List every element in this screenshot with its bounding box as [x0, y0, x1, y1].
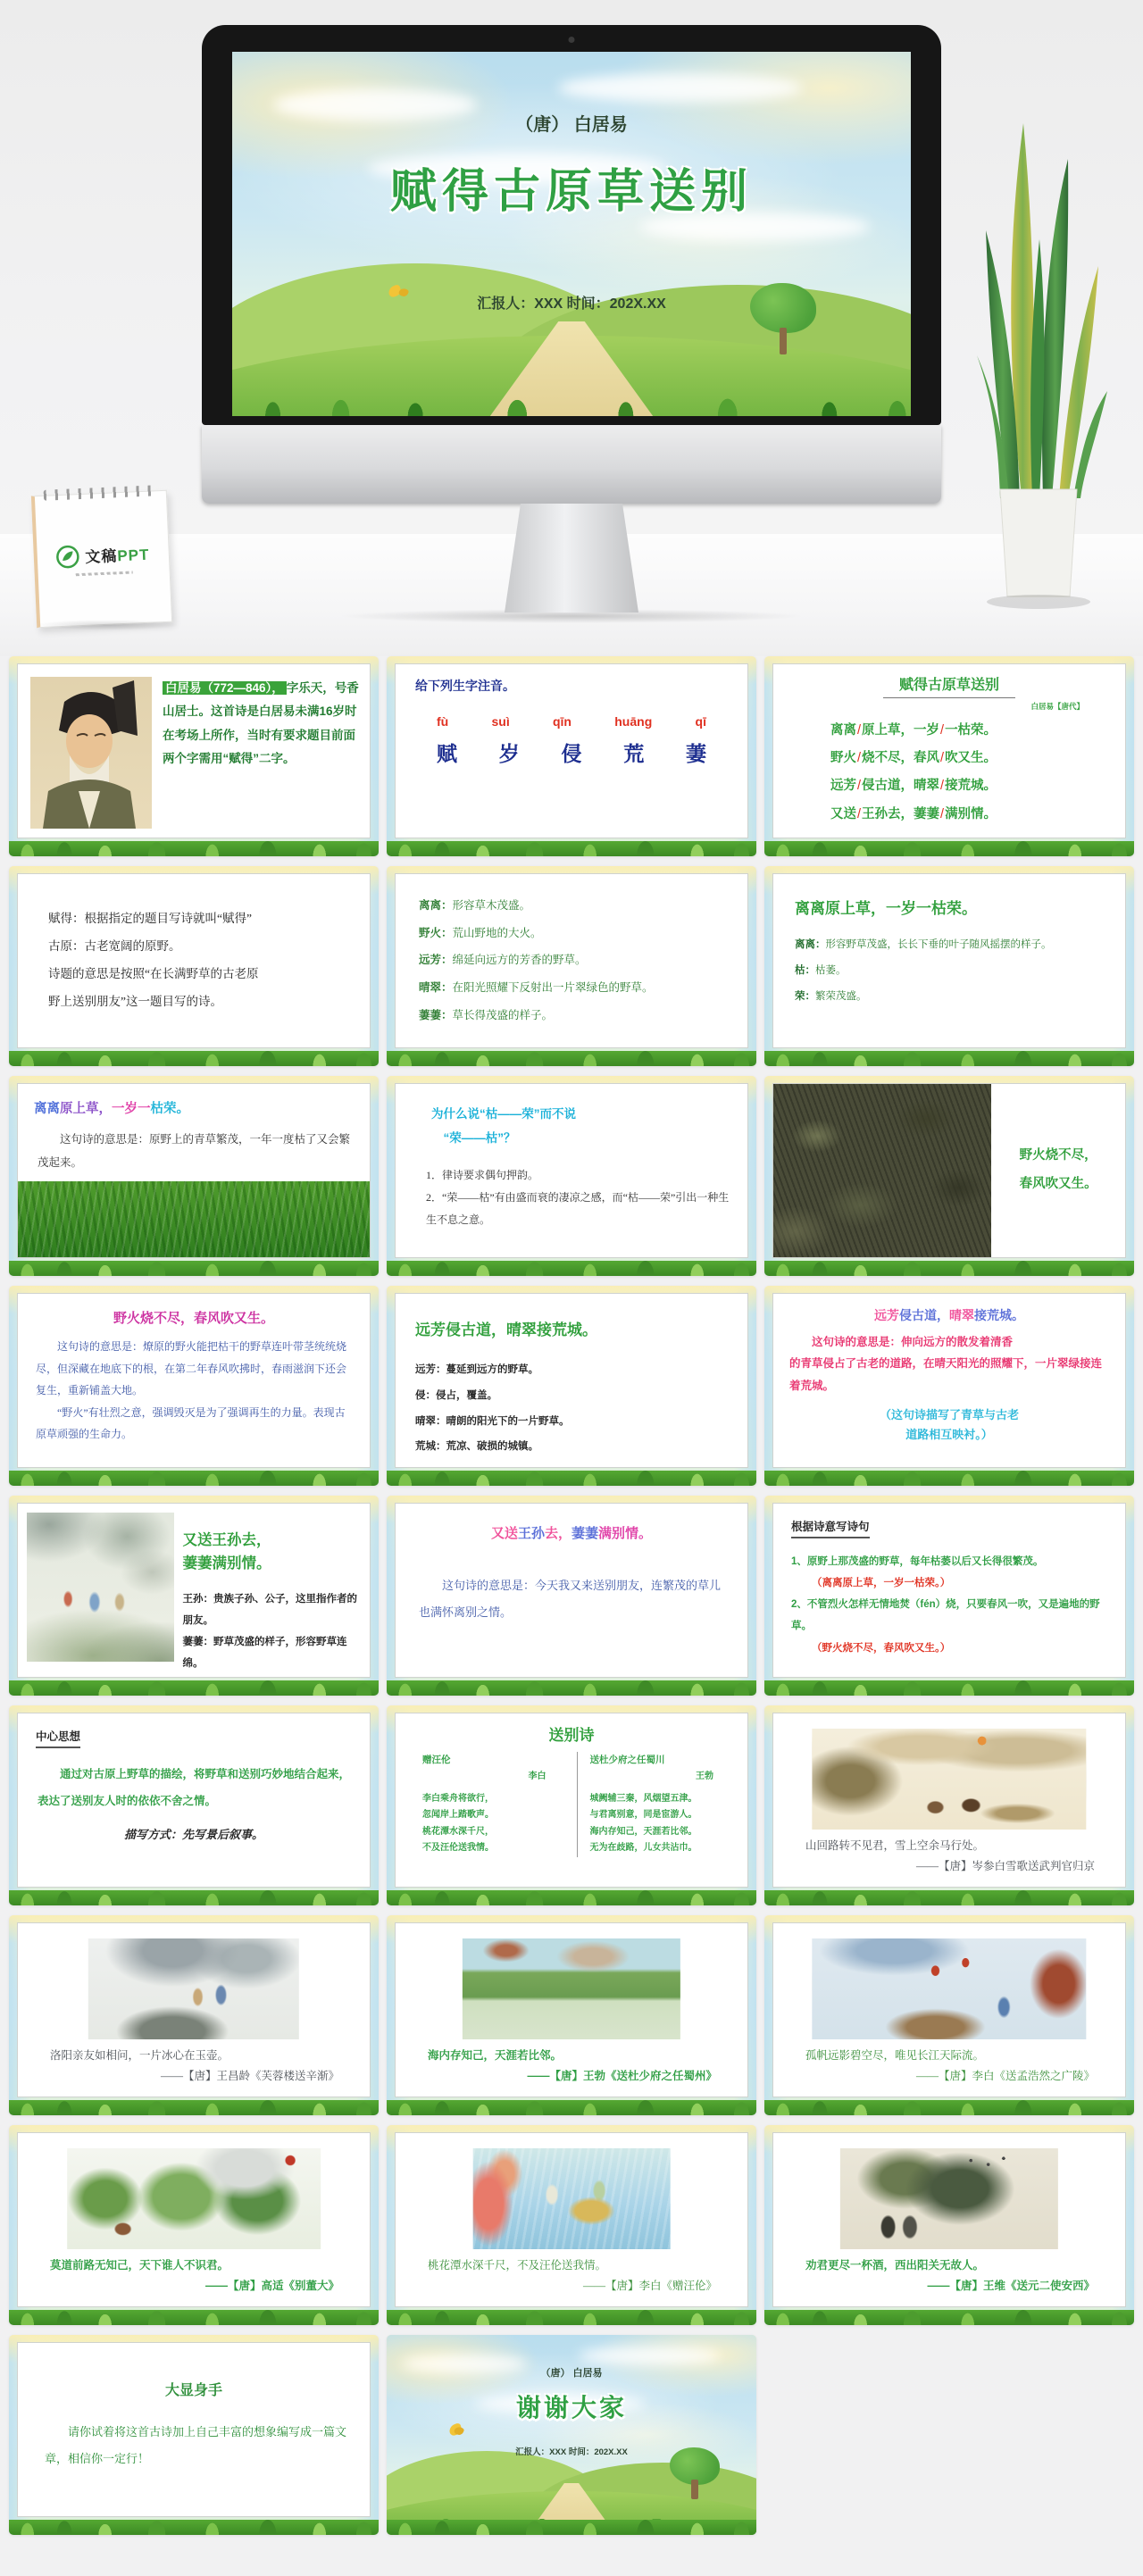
snow-farewell-painting	[812, 1729, 1086, 1830]
line4-meaning-title: 又送王孙去，萋萋满别情。	[490, 1526, 653, 1541]
poem-column-dushaofu: 送杜少府之任蜀川 王勃 城阙辅三秦，风烟望五津。 与君离别意，同是宦游人。 海内存知己，天涯若比邻。 无为在歧路，儿女共沾巾。	[589, 1755, 713, 1854]
slide-kurong-question	[387, 1076, 756, 1276]
quote-caption: 桃花潭水深千尺，不及汪伦送我情。 ——【唐】李白《赠汪伦》	[428, 2258, 717, 2293]
farewell-ink-painting	[27, 1513, 174, 1662]
line3-title: 远芳侵古道，晴翠接荒城。	[415, 1321, 597, 1338]
pinyin-row: fù suì qīn huāng qī	[437, 714, 706, 729]
slide-quote-wangbo	[387, 1915, 756, 2115]
thanks-slide-scene	[387, 2335, 756, 2535]
webcam-dot-icon	[569, 37, 575, 43]
line3-meaning-note: （这句诗描写了青草与古老 道路相互映衬。）	[879, 1408, 1019, 1442]
exercise-header: 根据诗意写诗句	[773, 1504, 1125, 1538]
definition-row: 荒城：荒凉、破损的城镇。	[415, 1441, 538, 1453]
definition-row: 侵：侵占，覆盖。	[415, 1389, 497, 1401]
calendar-shadow	[36, 620, 179, 630]
definition-row: 离离：形容野草茂盛，长长下垂的叶子随风摇摆的样子。	[795, 939, 1052, 950]
title-slide-scene	[232, 52, 911, 416]
thanks-title: 谢谢大家	[515, 2393, 627, 2423]
definition-row: 远芳：蔓延到远方的野草。	[415, 1364, 538, 1375]
practice-body: 请你试着将这首古诗加上自己丰富的想象编写成一篇文章，相信你一定行！	[45, 2425, 347, 2465]
poem-title: 赋得古原草送别	[883, 673, 1015, 698]
bio-highlight: 白居易（772—846），	[163, 681, 287, 695]
grass-foreground	[232, 387, 911, 416]
willow-rider-painting	[67, 2148, 321, 2249]
slide-line3-meaning	[764, 1286, 1134, 1486]
line2-meaning-body: 这句诗的意思是：燎原的野火能把枯干的野草连叶带茎统统烧尽，但深藏在地底下的根，在第二年春风吹拂时，春雨滋润下还会复生，重新铺盖大地。 “野火”有壮烈之意，强调毁灭是为了强调再生的力量。表现古原草顽强的生命力。	[36, 1340, 347, 1441]
line4-definition-list	[183, 1588, 361, 1675]
poem-author: 白居易【唐代】	[1030, 702, 1084, 711]
line1-meaning-body: 这句诗的意思是：原野上的青草繁茂，一年一度枯了又会繁茂起来。	[38, 1133, 351, 1170]
character-row: 赋 岁 侵 荒 萋	[437, 742, 706, 765]
definition-row: 野火：荒山野地的大火。	[419, 926, 542, 939]
author-bio-text: 白居易（772—846）， 字乐天，号香山居士。这首诗是白居易未满16岁时在考场上所作，当时有要求题目前面两个字需用“赋得”二字。	[163, 681, 359, 765]
baijuyi-portrait	[30, 675, 152, 830]
cloud-shape	[579, 2347, 719, 2364]
slide-farewell-poems	[387, 1705, 756, 1905]
line3-meaning-body: 这句诗的意思是：伸向远方的散发着清香 的青草侵占了古老的道路，在晴天阳光的照耀下，一片翠绿接连着荒城。	[789, 1336, 1103, 1392]
brand-logo-text: 文稿PPT	[84, 546, 150, 566]
slide-author-line: （唐） 白居易	[515, 115, 628, 136]
slide-quote-censhen	[764, 1705, 1134, 1905]
definition-row: 萋萋：草长得茂盛的样子。	[419, 1008, 554, 1021]
definition-row: 荣：繁荣茂盛。	[795, 990, 867, 1002]
line3-definition-list	[396, 1339, 747, 1460]
furong-tower-painting	[88, 1938, 299, 2039]
slide-line1-definitions	[764, 866, 1134, 1066]
kurong-question-title: 为什么说“枯——荣”而不说 “荣——枯”？	[431, 1107, 576, 1145]
quote-caption: 孤帆远影碧空尽，唯见长江天际流。 ——【唐】李白《送孟浩然之广陵》	[805, 2048, 1095, 2083]
quote-caption: 莫道前路无知己，天下谁人不识君。 ——【唐】高适《别董大》	[50, 2258, 339, 2293]
harbor-willow-painting	[463, 1938, 680, 2039]
quote-caption: 劝君更尽一杯酒，西出阳关无故人。 ——【唐】王维《送元二使安西》	[805, 2258, 1095, 2293]
monitor-bezel	[202, 25, 941, 425]
yangguan-willow-painting	[840, 2148, 1058, 2249]
brand-calendar-card	[31, 490, 172, 628]
cloud-shape	[558, 73, 803, 103]
slide-line1-meaning	[9, 1076, 379, 1276]
burnt-grass-photo	[773, 1084, 991, 1257]
desk-mockup-hero	[0, 0, 1143, 656]
slide-author-line: （唐） 白居易	[540, 2367, 603, 2379]
poem-line: 远芳/侵古道，晴翠/接荒城。	[830, 779, 997, 794]
line1-definition-list	[773, 918, 1125, 1009]
brand-leaf-logo-icon	[56, 545, 80, 569]
slide-write-verse-exercise	[764, 1496, 1134, 1696]
potted-snake-plant	[950, 105, 1120, 619]
lone-sail-painting	[812, 1938, 1086, 2039]
slide-reporter-line: 汇报人：XXX 时间：202X.XX	[477, 296, 666, 313]
slide-line4-meaning	[387, 1496, 756, 1696]
central-idea-header: 中心思想	[18, 1713, 370, 1748]
poem-body	[773, 712, 1125, 829]
monitor-stand	[505, 504, 638, 613]
quote-caption: 海内存知己，天涯若比邻。 ——【唐】王勃《送杜少府之任蜀州》	[428, 2048, 717, 2083]
calendar-spiral-binding	[44, 485, 157, 501]
exercise-body: 1、原野上那茂盛的野草，每年枯萎以后又长得很繁茂。 （离离原上草，一岁一枯荣。） 2、不管烈火怎样无情地焚（fén）烧，只要春风一吹，又是遍地的野草。 （野火烧不尽，春风吹又生。）	[791, 1556, 1100, 1654]
slide-quote-wangchangling	[9, 1915, 379, 2115]
monitor-screen	[232, 52, 911, 416]
line2-photo-caption: 野火烧不尽， 春风吹又生。	[1019, 1148, 1097, 1191]
slide-line3-definitions	[387, 1286, 756, 1486]
line3-meaning-title: 远芳侵古道，晴翠接荒城。	[874, 1308, 1024, 1322]
slide-pinyin-practice	[387, 656, 756, 856]
definition-row: 萋萋：野草茂盛的样子，形容野草连绵。	[182, 1637, 347, 1670]
line1-meaning-title: 离离原上草，一岁一枯荣。	[34, 1102, 189, 1116]
slide-central-idea	[9, 1705, 379, 1905]
line4-title: 又送王孙去， 萋萋满别情。	[182, 1532, 271, 1572]
slide-word-definitions	[387, 866, 756, 1066]
central-idea-body: 通过对古原上野草的描绘，将野草和送别巧妙地结合起来，表达了送别友人时的依依不舍之情。	[38, 1768, 351, 1807]
definition-row: 枯：枯萎。	[795, 964, 847, 976]
slide-author-intro	[9, 656, 379, 856]
poem-column-zengwanglun: 赠汪伦 李白 李白乘舟将欲行， 忽闻岸上踏歌声。 桃花潭水深千尺， 不及汪伦送我情。	[408, 1752, 578, 1857]
monitor-chin	[202, 425, 941, 504]
slide-quote-libai-sail	[764, 1915, 1134, 2115]
slide-thumbnail-grid	[0, 656, 1143, 2535]
farewell-poems-title: 送别诗	[548, 1727, 595, 1744]
kurong-answer-list: 1．律诗要求偶句押韵。 2．“荣——枯”有由盛而衰的凄凉之感，而“枯——荣”引出一种生生不息之意。	[426, 1169, 730, 1227]
grass-photo	[18, 1181, 370, 1257]
definition-row: 晴翠：晴朗的阳光下的一片野草。	[415, 1415, 570, 1427]
line2-meaning-title: 野火烧不尽，春风吹又生。	[113, 1311, 274, 1326]
monitor-mockup	[202, 25, 941, 623]
line4-meaning-body: 这句诗的意思是：今天我又来送别朋友，连繁茂的草儿也满怀离别之情。	[419, 1579, 722, 1619]
line1-title: 离离原上草，一岁一枯荣。	[795, 900, 977, 917]
definition-row: 晴翠：在阳光照耀下反射出一片翠绿色的野草。	[419, 980, 654, 994]
central-idea-note: 描写方式：先写景后叙事。	[123, 1828, 263, 1841]
practice-title: 大显身手	[164, 2383, 222, 2398]
slide-practice-task	[9, 2335, 379, 2535]
definition-row: 离离：形容草木茂盛。	[419, 899, 531, 912]
slide-reporter-line: 汇报人：XXX 时间：202X.XX	[515, 2447, 628, 2458]
brand-logo-subtext	[75, 571, 132, 576]
grass-foreground	[387, 2519, 756, 2535]
title-meaning-text: 赋得：根据指定的题目写诗就叫“赋得” 古原：古老宽阔的原野。 诗题的意思是按照“在长满野草的古老原 野上送别朋友”这一题目写的诗。	[48, 912, 259, 1009]
slide-title-meaning	[9, 866, 379, 1066]
slide-quote-libai-peach	[387, 2125, 756, 2325]
pinyin-slide-title: 给下列生字注音。	[415, 680, 515, 694]
slide-line2-photo	[764, 1076, 1134, 1276]
poem-line: 野火/烧不尽，春风/吹又生。	[830, 751, 997, 766]
quote-caption: 洛阳亲友如相问，一片冰心在玉壶。 ——【唐】王昌龄《芙蓉楼送辛渐》	[50, 2048, 339, 2083]
poem-line: 又送/王孙去，萋萋/满别情。	[830, 806, 997, 821]
word-definition-list	[396, 874, 747, 1029]
slide-thank-you	[387, 2335, 756, 2535]
slide-line2-meaning	[9, 1286, 379, 1486]
definition-row: 王孙：贵族子孙、公子，这里指作者的朋友。	[182, 1593, 358, 1626]
definition-row: 远芳：绵延向远方的芳香的野草。	[419, 954, 587, 967]
slide-full-poem	[764, 656, 1134, 856]
slide-quote-gaoshi	[9, 2125, 379, 2325]
slide-main-title: 赋得古原草送别	[389, 165, 753, 220]
slide-quote-wangwei	[764, 2125, 1134, 2325]
slide-line4-definitions	[9, 1496, 379, 1696]
quote-caption: 山回路转不见君，雪上空余马行处。 ——【唐】岑参白雪歌送武判官归京	[805, 1838, 1095, 1873]
peach-pool-boat-painting	[473, 2148, 671, 2249]
empty-grid-cell	[764, 2335, 1134, 2535]
poem-line: 离离/原上草，一岁/一枯荣。	[830, 723, 997, 738]
